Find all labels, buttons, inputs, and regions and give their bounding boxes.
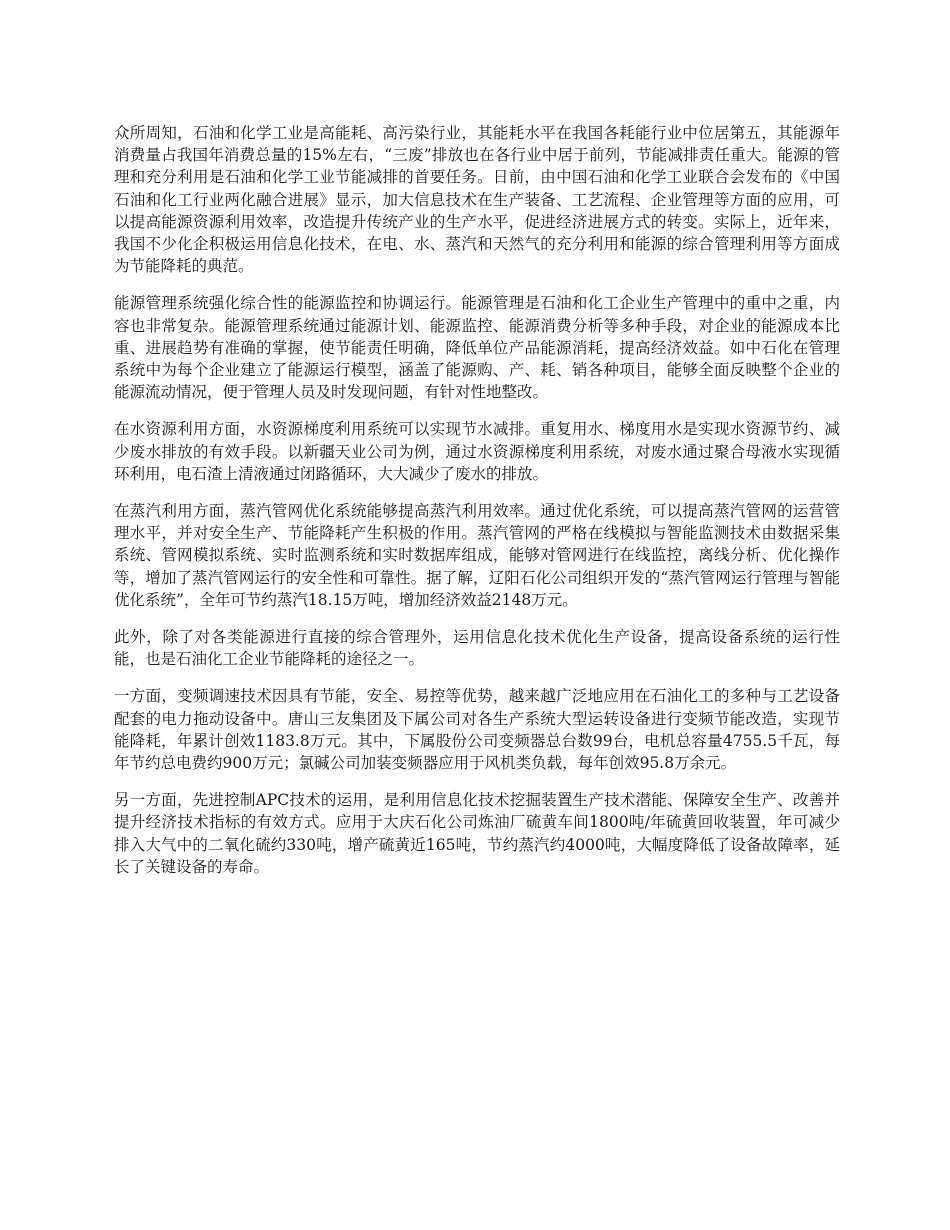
document-body	[114, 122, 840, 893]
paragraph-3: 在水资源利用方面，水资源梯度利用系统可以实现节水减排。重复用水、梯度用水是实现水资源节约、减少废水排放的有效手段。以新疆天业公司为例，通过水资源梯度利用系统，对废水通过聚合母液水实现循环利用，电石渣上清液通过闭路循环，大大减少了废水的排放。	[114, 420, 840, 483]
paragraph-4: 在蒸汽利用方面，蒸汽管网优化系统能够提高蒸汽利用效率。通过优化系统，可以提高蒸汽管网的运营管理水平，并对安全生产、节能降耗产生积极的作用。蒸汽管网的严格在线模拟与智能监测技术由数据采集系统、管网模拟系统、实时监测系统和实时数据库组成，能够对管网进行在线监控，离线分析、优化操作等，增加了蒸汽管网运行的安全性和可靠性。据了解，辽阳石化公司组织开发的“蒸汽管网运行管理与智能优化系统”，全年可节约蒸汽18.15万吨，增加经济效益2148万元。	[114, 502, 840, 609]
paragraph-5: 此外，除了对各类能源进行直接的综合管理外，运用信息化技术优化生产设备，提高设备系统的运行性能，也是石油化工企业节能降耗的途径之一。	[114, 628, 840, 669]
paragraph-2: 能源管理系统强化综合性的能源监控和协调运行。能源管理是石油和化工企业生产管理中的重中之重，内容也非常复杂。能源管理系统通过能源计划、能源监控、能源消费分析等多种手段，对企业的能源成本比重、进展趋势有准确的掌握，使节能责任明确，降低单位产品能源消耗，提高经济效益。如中石化在管理系统中为每个企业建立了能源运行模型，涵盖了能源购、产、耗、销各种项目，能够全面反映整个企业的能源流动情况，便于管理人员及时发现问题，有针对性地整改。	[114, 294, 840, 402]
paragraph-1: 众所周知，石油和化学工业是高能耗、高污染行业，其能耗水平在我国各耗能行业中位居第五，其能源年消费量占我国年消费总量的15%左右，“三废”排放也在各行业中居于前列，节能减排责任重大。能源的管理和充分利用是石油和化学工业节能减排的首要任务。日前，由中国石油和化学工业联合会发布的《中国石油和化工行业两化融合进展》显示，加大信息技术在生产装备、工艺流程、企业管理等方面的应用，可以提高能源资源利用效率，改造提升传统产业的生产水平，促进经济进展方式的转变。实际上，近年来，我国不少化企积极运用信息化技术，在电、水、蒸汽和天然气的充分利用和能源的综合管理利用等方面成为节能降耗的典范。	[114, 124, 840, 276]
paragraph-6: 一方面，变频调速技术因具有节能，安全、易控等优势，越来越广泛地应用在石油化工的多种与工艺设备配套的电力拖动设备中。唐山三友集团及下属公司对各生产系统大型运转设备进行变频节能改造，实现节能降耗，年累计创效1183.8万元。其中，下属股份公司变频器总台数99台，电机总容量4755.5千瓦，每年节约总电费约900万元；氯碱公司加装变频器应用于风机类负载，每年创效95.8万余元。	[114, 687, 840, 773]
paragraph-7: 另一方面，先进控制APC技术的运用，是利用信息化技术挖掘装置生产技术潜能、保障安全生产、改善并提升经济技术指标的有效方式。应用于大庆石化公司炼油厂硫黄车间1800吨/年硫黄回收装置，年可减少排入大气中的二氧化硫约330吨，增产硫黄近165吨，节约蒸汽约4000吨，大幅度降低了设备故障率，延长了关键设备的寿命。	[114, 791, 840, 876]
